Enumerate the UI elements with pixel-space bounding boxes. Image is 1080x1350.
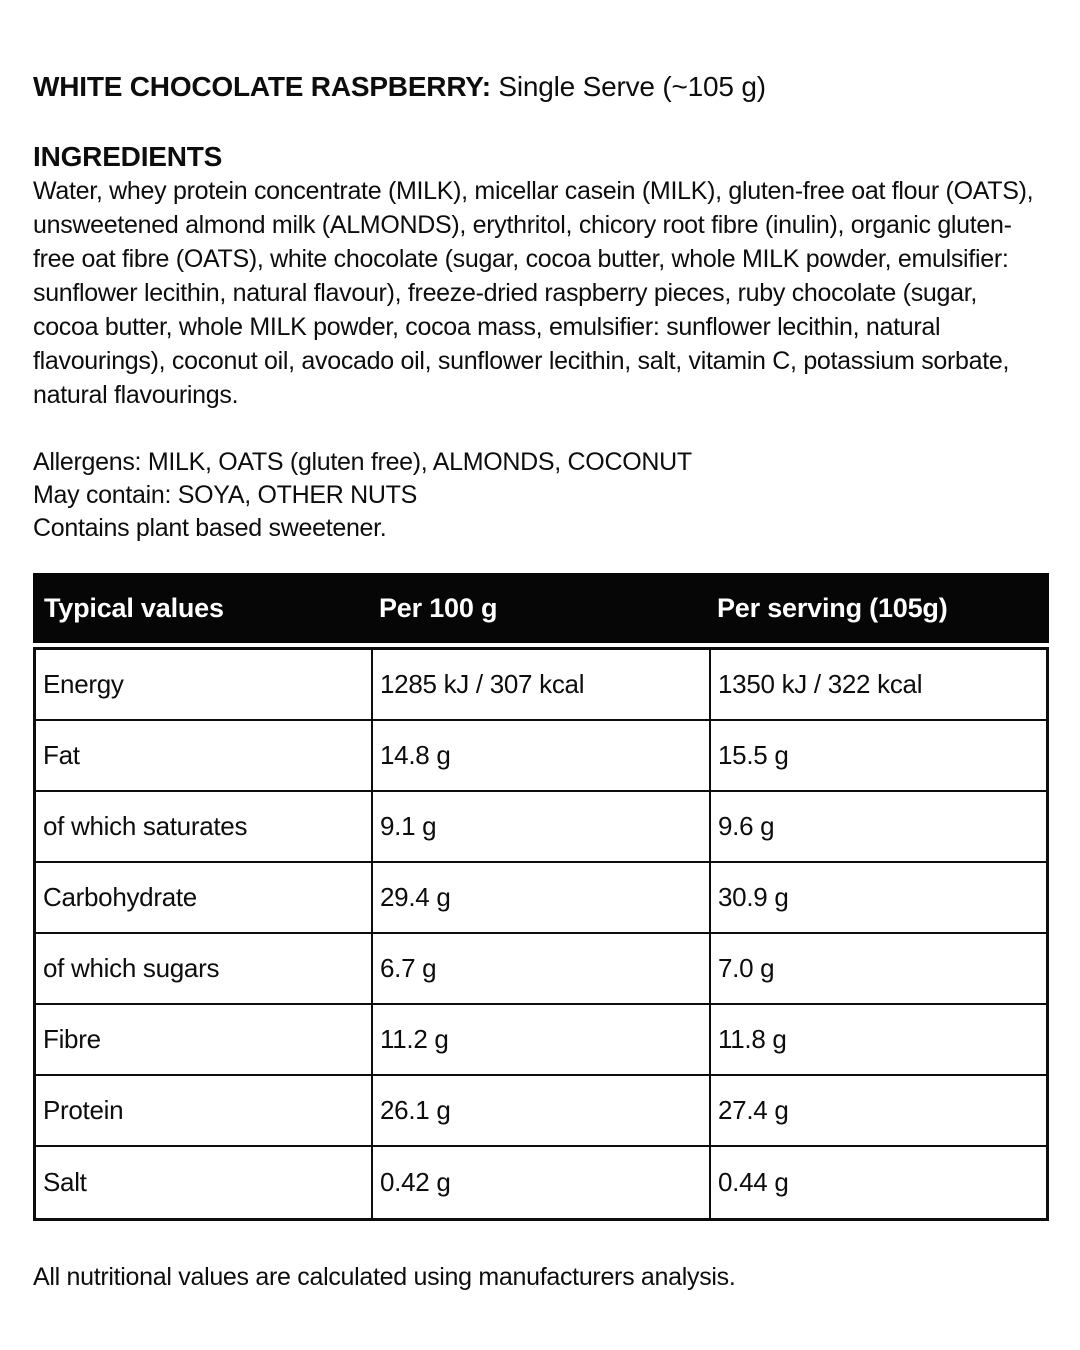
table-cell-label: Energy (36, 650, 373, 719)
table-row-carbohydrate (36, 863, 1046, 934)
table-cell-per100: 9.1 g (373, 792, 711, 861)
may-contain-line: May contain: SOYA, OTHER NUTS (33, 481, 417, 509)
table-row-salt (36, 1147, 1046, 1218)
table-cell-per100: 29.4 g (373, 863, 711, 932)
table-row-sugars (36, 934, 1046, 1005)
table-cell-per100: 6.7 g (373, 934, 711, 1003)
manufacturers-analysis-note: All nutritional values are calculated using manufacturers analysis. (33, 1263, 736, 1291)
table-cell-serving: 0.44 g (718, 1167, 789, 1197)
table-cell-serving: 27.4 g (718, 1095, 789, 1125)
table-cell-label: of which sugars (36, 934, 373, 1003)
table-cell-per100: 0.42 g (373, 1147, 711, 1218)
column-header-per-100g: Per 100 g (379, 592, 498, 623)
table-cell-label: Fibre (36, 1005, 373, 1074)
table-row-fibre (36, 1005, 1046, 1076)
table-row-energy (36, 650, 1046, 721)
table-cell-serving: 1350 kJ / 322 kcal (718, 669, 923, 699)
table-cell-label: Protein (36, 1076, 373, 1145)
table-cell-label: Fat (36, 721, 373, 790)
page-title (33, 70, 1048, 104)
table-cell-per100: 26.1 g (373, 1076, 711, 1145)
table-row-saturates (36, 792, 1046, 863)
table-cell-serving: 30.9 g (718, 882, 789, 912)
allergens-line: Allergens: MILK, OATS (gluten free), ALMONDS, COCONUT (33, 448, 692, 476)
table-row-protein (36, 1076, 1046, 1147)
ingredients-heading: INGREDIENTS (33, 141, 223, 172)
table-cell-serving: 15.5 g (718, 740, 789, 770)
table-cell-serving: 7.0 g (718, 953, 775, 983)
sweetener-line: Contains plant based sweetener. (33, 514, 387, 542)
nutrition-table (33, 573, 1049, 1221)
table-cell-label: of which saturates (36, 792, 373, 861)
nutrition-table-body (33, 647, 1049, 1221)
table-cell-label: Salt (36, 1147, 373, 1218)
allergen-block (33, 446, 1048, 545)
table-cell-label: Carbohydrate (36, 863, 373, 932)
column-header-typical-values: Typical values (44, 592, 224, 623)
table-row-fat (36, 721, 1046, 792)
table-cell-serving: 9.6 g (718, 811, 775, 841)
ingredients-text: Water, whey protein concentrate (MILK), micellar casein (MILK), gluten-free oat flour (OATS), unsweetened almond milk (ALMONDS), erythritol, chicory root fibre (inulin), organic gluten-free oat fibre (OATS), white chocolate (sugar, cocoa butter, whole MILK powder, emulsifier: sunflower lecithin, natural flavour), freeze-dried raspberry pieces, ruby chocolate (sugar, cocoa butter, whole MILK powder, cocoa mass, emulsifier: sunflower lecithin, natural flavourings), coconut oil, avocado oil, sunflower lecithin, salt, vitamin C, potassium sorbate, natural flavourings. (33, 177, 1034, 409)
product-name: WHITE CHOCOLATE RASPBERRY: (33, 71, 491, 102)
table-cell-per100: 14.8 g (373, 721, 711, 790)
table-cell-per100: 1285 kJ / 307 kcal (373, 650, 711, 719)
table-cell-per100: 11.2 g (373, 1005, 711, 1074)
column-header-per-serving: Per serving (105g) (717, 592, 948, 623)
nutrition-table-header-row (33, 573, 1049, 643)
serving-info: Single Serve (~105 g) (490, 71, 766, 102)
table-cell-serving: 11.8 g (718, 1024, 787, 1054)
